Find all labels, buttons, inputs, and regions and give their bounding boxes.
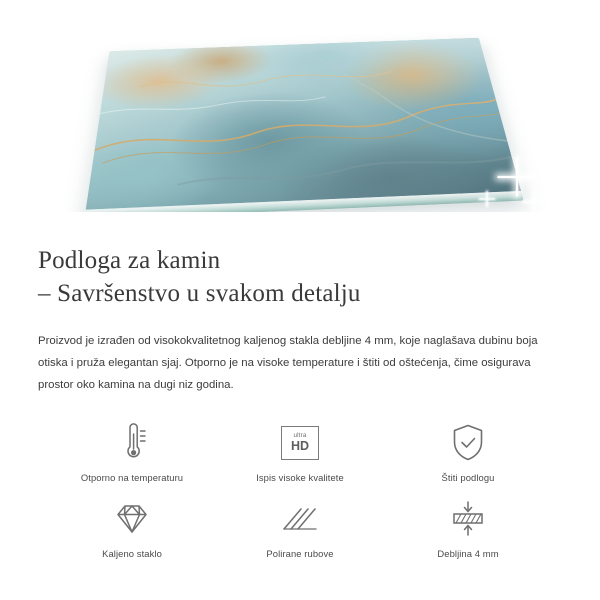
sparkle-icon bbox=[497, 157, 536, 196]
sparkle-icon bbox=[524, 192, 544, 212]
marble-veins-icon bbox=[84, 38, 523, 212]
feature-item bbox=[384, 421, 552, 483]
page-title bbox=[38, 244, 562, 310]
content-block bbox=[0, 212, 600, 559]
feature-label: Polirane rubove bbox=[266, 547, 334, 559]
feature-item bbox=[216, 497, 384, 559]
feature-label: Ispis visoke kvalitete bbox=[256, 471, 344, 483]
feature-grid bbox=[38, 421, 562, 559]
headline-line-1: Podloga za kamin bbox=[38, 247, 221, 274]
polished-edges-icon bbox=[280, 497, 320, 541]
ultra-hd-badge-icon bbox=[281, 421, 319, 465]
thermometer-icon bbox=[117, 421, 147, 465]
feature-label: Otporno na temperaturu bbox=[80, 471, 184, 483]
sparkle-icon bbox=[479, 191, 494, 206]
feature-label: Debljina 4 mm bbox=[437, 547, 499, 559]
feature-label: Štiti podlogu bbox=[441, 471, 495, 483]
feature-item bbox=[48, 421, 216, 483]
thickness-4mm-icon bbox=[448, 497, 488, 541]
feature-item bbox=[216, 421, 384, 483]
diamond-icon bbox=[112, 497, 152, 541]
headline-line-2: – Savršenstvo u svakom detalju bbox=[38, 280, 361, 307]
shield-check-icon bbox=[449, 421, 487, 465]
badge-top-text: ultra bbox=[293, 431, 307, 439]
product-description: Proizvod je izrađen od visokokvalitetnog kaljenog stakla debljine 4 mm, koje naglašava dubinu boja otiska i pruža elegantan sjaj. Otporno je na visoke temperature i štiti od oštećenja, čime osigurava prostor oko kamina na dugi niz godina. bbox=[38, 335, 538, 392]
hero-image bbox=[0, 0, 600, 212]
feature-label: Kaljeno staklo bbox=[102, 547, 162, 559]
badge-bottom-text: HD bbox=[290, 439, 310, 454]
glass-panel bbox=[84, 38, 523, 212]
feature-item bbox=[384, 497, 552, 559]
feature-item bbox=[48, 497, 216, 559]
